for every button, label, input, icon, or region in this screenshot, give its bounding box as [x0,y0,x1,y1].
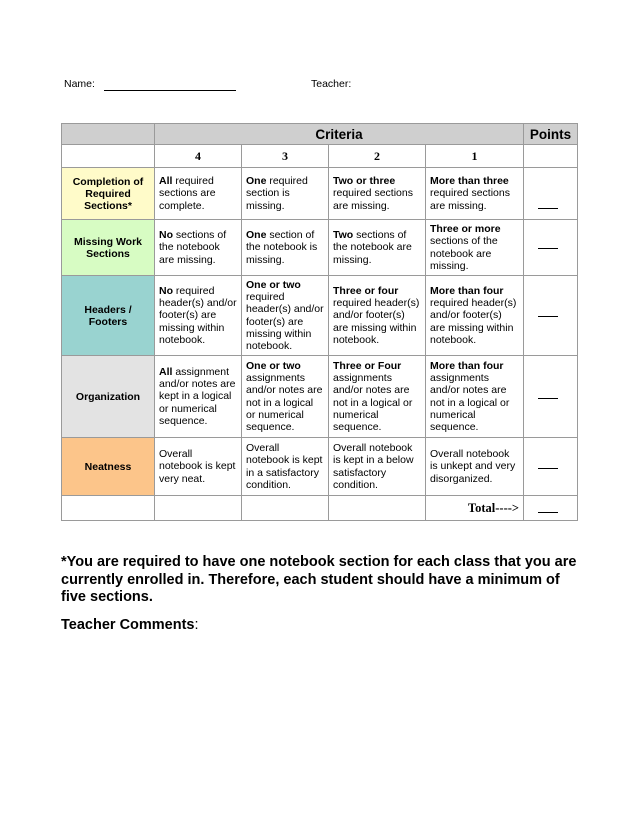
points-blank [538,468,558,469]
teacher-label: Teacher: [311,78,352,90]
rubric-cell: More than four assignments and/or notes are not in a logical or numerical sequence. [426,356,524,438]
rubric-cell: One required section is missing. [242,168,329,220]
category-cell: Organization [62,356,155,438]
points-blank [538,398,558,399]
points-cell[interactable] [524,220,578,276]
rubric-cell: Overall notebook is kept in a satisfactory condition. [242,438,329,496]
total-blank-cell [62,496,155,521]
name-field-line[interactable] [104,90,236,91]
criteria-heading: Criteria [155,124,524,145]
total-row [62,496,578,521]
rubric-cell: No required header(s) and/or footer(s) are missing within notebook. [155,276,242,356]
points-heading: Points [524,124,578,145]
total-blank-cell [242,496,329,521]
table-row [62,356,578,438]
rubric-cell: Three or more sections of the notebook are missing. [426,220,524,276]
table-row [62,276,578,356]
table-row [62,168,578,220]
points-blank [538,316,558,317]
category-cell: Neatness [62,438,155,496]
score-points-blank [524,145,578,168]
table-header-row [62,124,578,145]
table-row [62,220,578,276]
rubric-cell: Overall notebook is kept very neat. [155,438,242,496]
rubric-cell: Overall notebook is kept in a below satisfactory condition. [329,438,426,496]
total-label: Total----> [426,496,524,521]
category-cell: Headers / Footers [62,276,155,356]
rubric-cell: Two or three required sections are missing. [329,168,426,220]
rubric-cell: One or two required header(s) and/or footer(s) are missing within notebook. [242,276,329,356]
rubric-cell: All assignment and/or notes are kept in a logical or numerical sequence. [155,356,242,438]
points-blank [538,512,558,513]
form-header [64,78,598,94]
header-blank-cell [62,124,155,145]
score-blank-cell [62,145,155,168]
rubric-cell: One or two assignments and/or notes are not in a logical or numerical sequence. [242,356,329,438]
points-cell[interactable] [524,438,578,496]
points-cell[interactable] [524,356,578,438]
rubric-cell: Overall notebook is unkept and very disorganized. [426,438,524,496]
table-row [62,438,578,496]
rubric-table [61,123,578,521]
name-label: Name: [64,78,95,90]
teacher-comments-colon: : [194,617,199,633]
rubric-cell: All required sections are complete. [155,168,242,220]
points-blank [538,208,558,209]
total-blank-cell [329,496,426,521]
rubric-cell: More than three required sections are missing. [426,168,524,220]
rubric-cell: One section of the notebook is missing. [242,220,329,276]
teacher-comments-label: Teacher Comments [61,617,195,633]
requirement-note: *You are required to have one notebook section for each class that you are currently enrolled in. Therefore, each student should have a minimum of five sections. [61,554,577,605]
rubric-cell: Three or four required header(s) and/or footer(s) are missing within notebook. [329,276,426,356]
teacher-comments [61,617,199,633]
score-4: 4 [155,145,242,168]
points-cell[interactable] [524,168,578,220]
total-blank-cell [155,496,242,521]
rubric-cell: More than four required header(s) and/or footer(s) are missing within notebook. [426,276,524,356]
rubric-cell: No sections of the notebook are missing. [155,220,242,276]
rubric-cell: Two sections of the notebook are missing. [329,220,426,276]
score-2: 2 [329,145,426,168]
score-3: 3 [242,145,329,168]
total-points-cell[interactable] [524,496,578,521]
score-row [62,145,578,168]
score-1: 1 [426,145,524,168]
points-cell[interactable] [524,276,578,356]
rubric-cell: Three or Four assignments and/or notes are not in a logical or numerical sequence. [329,356,426,438]
category-cell: Completion of Required Sections* [62,168,155,220]
points-blank [538,248,558,249]
category-cell: Missing Work Sections [62,220,155,276]
